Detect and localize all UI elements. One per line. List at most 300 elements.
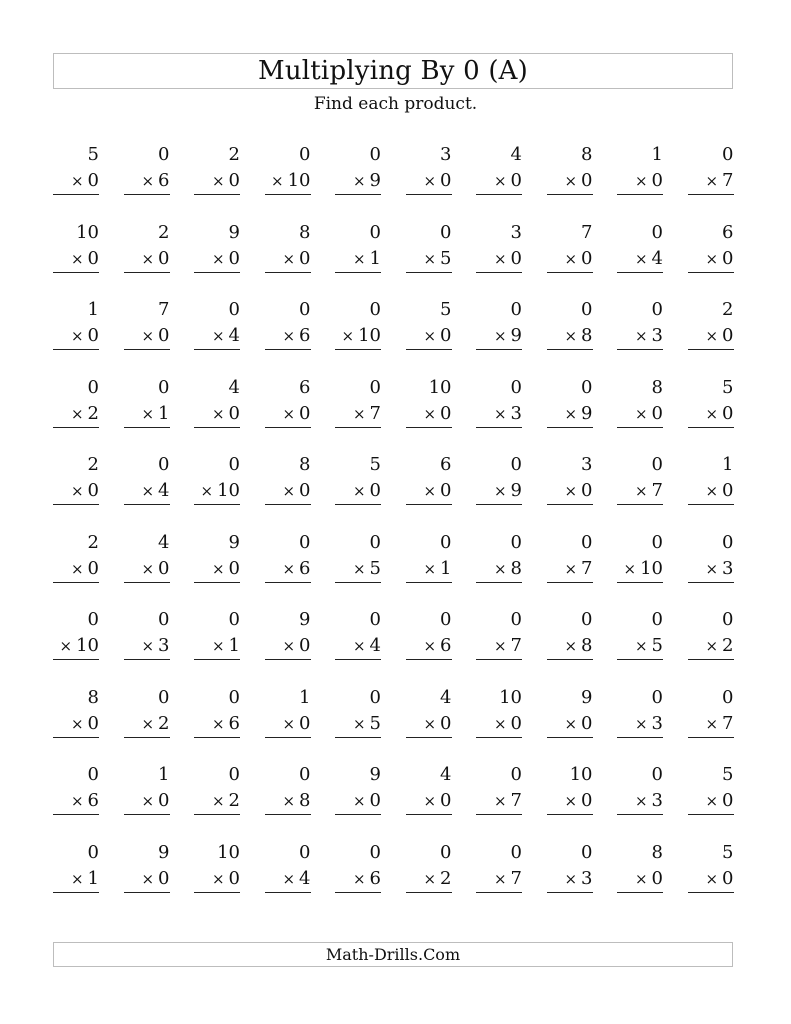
multiplier: 0 <box>651 867 663 889</box>
problem-item <box>617 375 663 453</box>
times-sign: × <box>211 792 225 810</box>
multiplier: 7 <box>510 867 522 889</box>
times-sign: × <box>493 327 507 345</box>
times-sign: × <box>352 792 366 810</box>
multiplier: 10 <box>217 480 240 501</box>
problem-item <box>406 530 452 608</box>
problem-item <box>124 840 170 918</box>
multiplicand: 6 <box>722 221 734 243</box>
problem-item <box>265 452 311 530</box>
multiplier: 0 <box>228 402 240 424</box>
problem-item <box>617 297 663 375</box>
multiplier: 9 <box>581 402 593 424</box>
times-sign: × <box>493 172 507 190</box>
problem-item <box>194 530 240 608</box>
multiplicand: 2 <box>158 221 170 243</box>
multiplier: 0 <box>228 867 240 889</box>
multiplier-line <box>124 556 170 583</box>
multiplier-line <box>688 788 734 815</box>
multiplicand: 0 <box>651 454 663 475</box>
multiplicand: 0 <box>369 299 381 320</box>
multiplier: 5 <box>440 247 452 269</box>
multiplier-line <box>335 478 381 505</box>
times-sign: × <box>141 482 155 500</box>
problem-item <box>265 297 311 375</box>
times-sign: × <box>634 249 648 268</box>
problem-item <box>124 142 170 220</box>
multiplicand: 0 <box>510 841 522 863</box>
times-sign: × <box>352 404 366 423</box>
times-sign: × <box>564 869 578 888</box>
multiplicand: 0 <box>510 531 522 553</box>
multiplier: 0 <box>440 712 452 734</box>
multiplier-line <box>617 788 663 815</box>
multiplier-line <box>476 246 522 273</box>
multiplicand: 0 <box>510 609 522 630</box>
multiplier-line <box>476 323 522 350</box>
times-sign: × <box>341 327 355 345</box>
times-sign: × <box>423 172 437 190</box>
times-sign: × <box>282 327 296 345</box>
multiplier-line <box>688 633 734 660</box>
multiplier: 0 <box>87 170 99 191</box>
multiplicand: 3 <box>581 454 593 475</box>
multiplier: 0 <box>158 325 170 346</box>
multiplier-line <box>335 633 381 660</box>
multiplier-line <box>194 168 240 195</box>
times-sign: × <box>493 792 507 810</box>
multiplicand: 9 <box>299 609 311 630</box>
multiplier-line <box>265 168 311 195</box>
multiplier: 3 <box>581 867 593 889</box>
times-sign: × <box>141 172 155 190</box>
times-sign: × <box>705 327 719 345</box>
multiplicand: 10 <box>217 841 240 863</box>
problem-item <box>53 220 99 298</box>
problem-item <box>547 297 593 375</box>
multiplier: 3 <box>722 557 734 579</box>
multiplier-line <box>406 556 452 583</box>
problem-item <box>406 142 452 220</box>
multiplier: 10 <box>76 635 99 656</box>
multiplier: 0 <box>299 402 311 424</box>
problem-item <box>476 142 522 220</box>
problem-item <box>617 452 663 530</box>
multiplicand: 0 <box>651 609 663 630</box>
multiplier: 7 <box>369 402 381 424</box>
multiplicand: 5 <box>369 454 381 475</box>
multiplier-line <box>547 711 593 738</box>
times-sign: × <box>352 482 366 500</box>
problem-item <box>124 220 170 298</box>
times-sign: × <box>493 637 507 655</box>
times-sign: × <box>211 404 225 423</box>
times-sign: × <box>634 714 648 733</box>
times-sign: × <box>493 714 507 733</box>
multiplier: 7 <box>510 635 522 656</box>
multiplier-line <box>194 866 240 893</box>
problem-item <box>265 220 311 298</box>
multiplier-line <box>406 633 452 660</box>
multiplier: 5 <box>369 712 381 734</box>
multiplicand: 0 <box>228 299 240 320</box>
multiplier-line <box>688 168 734 195</box>
times-sign: × <box>564 172 578 190</box>
multiplicand: 8 <box>87 686 99 708</box>
multiplicand: 9 <box>228 531 240 553</box>
multiplier-line <box>124 323 170 350</box>
multiplicand: 0 <box>369 531 381 553</box>
multiplier: 0 <box>87 325 99 346</box>
problem-item <box>617 142 663 220</box>
problem-item <box>617 840 663 918</box>
multiplier: 1 <box>228 635 240 656</box>
multiplier: 4 <box>158 480 170 501</box>
multiplier-line <box>406 788 452 815</box>
multiplicand: 0 <box>87 764 99 785</box>
multiplicand: 0 <box>87 841 99 863</box>
multiplier: 3 <box>651 790 663 811</box>
times-sign: × <box>141 249 155 268</box>
multiplicand: 4 <box>158 531 170 553</box>
multiplicand: 5 <box>440 299 452 320</box>
multiplier-line <box>547 323 593 350</box>
multiplicand: 10 <box>428 376 452 398</box>
problem-item <box>547 375 593 453</box>
multiplier-line <box>53 788 99 815</box>
times-sign: × <box>634 792 648 810</box>
times-sign: × <box>493 559 507 578</box>
multiplicand: 0 <box>440 531 452 553</box>
problem-item <box>406 452 452 530</box>
problem-item <box>265 840 311 918</box>
multiplier-line <box>265 401 311 428</box>
problem-item <box>617 530 663 608</box>
multiplier-line <box>476 556 522 583</box>
problem-item <box>406 840 452 918</box>
times-sign: × <box>423 792 437 810</box>
times-sign: × <box>423 249 437 268</box>
problem-item <box>476 375 522 453</box>
times-sign: × <box>705 172 719 190</box>
multiplier: 6 <box>299 325 311 346</box>
multiplier: 0 <box>440 790 452 811</box>
multiplicand: 0 <box>228 609 240 630</box>
problem-item <box>335 762 381 840</box>
multiplier: 0 <box>299 712 311 734</box>
multiplier: 0 <box>369 480 381 501</box>
problem-item <box>265 530 311 608</box>
times-sign: × <box>564 482 578 500</box>
multiplier-line <box>688 711 734 738</box>
multiplier: 0 <box>158 247 170 269</box>
multiplier-line <box>124 633 170 660</box>
times-sign: × <box>70 327 84 345</box>
multiplier: 2 <box>158 712 170 734</box>
multiplier-line <box>53 633 99 660</box>
multiplier-line <box>688 246 734 273</box>
times-sign: × <box>634 869 648 888</box>
times-sign: × <box>59 637 73 655</box>
multiplier-line <box>335 246 381 273</box>
multiplicand: 0 <box>299 144 311 165</box>
times-sign: × <box>705 482 719 500</box>
multiplier-line <box>688 866 734 893</box>
times-sign: × <box>423 637 437 655</box>
multiplicand: 0 <box>158 376 170 398</box>
multiplier: 2 <box>87 402 99 424</box>
problem-item <box>53 530 99 608</box>
problem-item <box>194 685 240 763</box>
problem-item <box>406 220 452 298</box>
multiplier: 0 <box>158 790 170 811</box>
multiplier-line <box>617 478 663 505</box>
multiplier: 0 <box>440 480 452 501</box>
problem-item <box>688 762 734 840</box>
multiplier: 0 <box>651 170 663 191</box>
multiplicand: 0 <box>228 686 240 708</box>
multiplier-line <box>335 168 381 195</box>
multiplicand: 2 <box>722 299 734 320</box>
times-sign: × <box>705 249 719 268</box>
multiplier: 2 <box>722 635 734 656</box>
problem-item <box>194 142 240 220</box>
multiplier: 3 <box>651 325 663 346</box>
multiplier-line <box>265 478 311 505</box>
multiplier: 7 <box>722 170 734 191</box>
multiplier: 4 <box>299 867 311 889</box>
times-sign: × <box>211 637 225 655</box>
times-sign: × <box>141 637 155 655</box>
multiplier-line <box>617 633 663 660</box>
problem-item <box>476 685 522 763</box>
multiplier-line <box>265 323 311 350</box>
multiplicand: 6 <box>440 454 452 475</box>
multiplier: 2 <box>440 867 452 889</box>
times-sign: × <box>282 482 296 500</box>
multiplier: 0 <box>651 402 663 424</box>
multiplier-line <box>547 478 593 505</box>
multiplier-line <box>476 168 522 195</box>
multiplier: 0 <box>87 247 99 269</box>
times-sign: × <box>352 714 366 733</box>
multiplicand: 3 <box>440 144 452 165</box>
multiplier: 3 <box>651 712 663 734</box>
multiplier: 0 <box>510 712 522 734</box>
problem-item <box>476 297 522 375</box>
times-sign: × <box>493 482 507 500</box>
multiplier: 0 <box>722 325 734 346</box>
times-sign: × <box>282 637 296 655</box>
times-sign: × <box>352 637 366 655</box>
times-sign: × <box>493 869 507 888</box>
multiplier-line <box>406 168 452 195</box>
multiplier-line <box>194 246 240 273</box>
multiplicand: 5 <box>722 841 734 863</box>
multiplier-line <box>688 323 734 350</box>
multiplicand: 0 <box>651 686 663 708</box>
multiplier-line <box>476 866 522 893</box>
multiplicand: 0 <box>158 686 170 708</box>
times-sign: × <box>70 482 84 500</box>
multiplicand: 7 <box>158 299 170 320</box>
footer-text: Math-Drills.Com <box>325 945 461 964</box>
multiplier-line <box>194 711 240 738</box>
multiplicand: 0 <box>651 531 663 553</box>
multiplier-line <box>617 866 663 893</box>
multiplier: 0 <box>440 170 452 191</box>
multiplier: 7 <box>722 712 734 734</box>
times-sign: × <box>211 249 225 268</box>
multiplier: 0 <box>369 790 381 811</box>
footer-box <box>53 942 733 967</box>
multiplicand: 0 <box>651 299 663 320</box>
multiplier: 1 <box>369 247 381 269</box>
multiplier-line <box>406 246 452 273</box>
problem-item <box>476 762 522 840</box>
multiplier: 9 <box>369 170 381 191</box>
times-sign: × <box>634 327 648 345</box>
multiplier-line <box>53 866 99 893</box>
multiplier: 0 <box>440 325 452 346</box>
problem-item <box>547 530 593 608</box>
multiplicand: 1 <box>158 764 170 785</box>
problem-item <box>335 142 381 220</box>
problem-item <box>53 452 99 530</box>
multiplier: 6 <box>158 170 170 191</box>
multiplier: 10 <box>640 557 663 579</box>
problem-item <box>547 762 593 840</box>
times-sign: × <box>271 172 284 190</box>
problem-item <box>688 840 734 918</box>
multiplier-line <box>476 788 522 815</box>
multiplier-line <box>124 168 170 195</box>
multiplier-line <box>476 633 522 660</box>
times-sign: × <box>705 559 719 578</box>
times-sign: × <box>705 637 719 655</box>
problem-item <box>53 297 99 375</box>
multiplier-line <box>335 401 381 428</box>
multiplicand: 9 <box>581 686 593 708</box>
problem-item <box>194 452 240 530</box>
multiplicand: 0 <box>299 764 311 785</box>
multiplier-line <box>124 478 170 505</box>
multiplier: 0 <box>581 480 593 501</box>
page-title: Multiplying By 0 (A) <box>258 56 528 86</box>
multiplier: 6 <box>369 867 381 889</box>
times-sign: × <box>282 869 296 888</box>
multiplicand: 0 <box>299 531 311 553</box>
multiplicand: 10 <box>76 221 99 243</box>
times-sign: × <box>70 792 84 810</box>
instructions: Find each product. <box>313 94 478 114</box>
multiplicand: 4 <box>440 764 452 785</box>
multiplicand: 0 <box>369 686 381 708</box>
multiplicand: 0 <box>87 609 99 630</box>
multiplicand: 0 <box>581 376 593 398</box>
times-sign: × <box>282 249 296 268</box>
times-sign: × <box>423 327 437 345</box>
multiplicand: 0 <box>299 299 311 320</box>
multiplicand: 1 <box>87 299 99 320</box>
problem-item <box>265 762 311 840</box>
multiplier: 0 <box>299 635 311 656</box>
problem-item <box>547 142 593 220</box>
multiplier-line <box>688 478 734 505</box>
multiplicand: 0 <box>158 144 170 165</box>
multiplier-line <box>53 478 99 505</box>
multiplier: 0 <box>158 867 170 889</box>
multiplier: 5 <box>369 557 381 579</box>
multiplicand: 9 <box>158 841 170 863</box>
multiplicand: 2 <box>87 454 99 475</box>
title-box <box>53 53 733 89</box>
multiplicand: 0 <box>440 609 452 630</box>
multiplier: 3 <box>510 402 522 424</box>
times-sign: × <box>623 559 637 578</box>
times-sign: × <box>70 559 84 578</box>
multiplier-line <box>265 556 311 583</box>
times-sign: × <box>211 869 225 888</box>
problem-item <box>194 840 240 918</box>
problem-item <box>335 840 381 918</box>
problem-item <box>406 297 452 375</box>
multiplicand: 0 <box>228 764 240 785</box>
multiplier: 0 <box>581 170 593 191</box>
problem-item <box>476 840 522 918</box>
times-sign: × <box>70 249 84 268</box>
multiplier: 8 <box>581 325 593 346</box>
multiplier-line <box>547 633 593 660</box>
multiplier: 0 <box>228 247 240 269</box>
problem-item <box>547 607 593 685</box>
multiplier-line <box>406 478 452 505</box>
problem-item <box>688 685 734 763</box>
multiplier-line <box>617 711 663 738</box>
times-sign: × <box>564 559 578 578</box>
times-sign: × <box>141 559 155 578</box>
multiplier: 2 <box>228 790 240 811</box>
problem-item <box>688 297 734 375</box>
multiplier-line <box>265 246 311 273</box>
multiplier: 0 <box>581 247 593 269</box>
multiplicand: 0 <box>369 841 381 863</box>
times-sign: × <box>70 714 84 733</box>
multiplicand: 0 <box>440 841 452 863</box>
multiplier-line <box>335 788 381 815</box>
problem-item <box>124 607 170 685</box>
multiplier-line <box>406 866 452 893</box>
times-sign: × <box>705 714 719 733</box>
multiplier: 4 <box>228 325 240 346</box>
problem-grid <box>53 142 734 917</box>
times-sign: × <box>564 637 578 655</box>
times-sign: × <box>423 714 437 733</box>
multiplicand: 0 <box>369 144 381 165</box>
problem-item <box>194 375 240 453</box>
problem-item <box>335 607 381 685</box>
multiplier: 0 <box>299 247 311 269</box>
multiplier: 0 <box>228 557 240 579</box>
multiplier: 3 <box>158 635 170 656</box>
multiplier-line <box>53 246 99 273</box>
multiplicand: 8 <box>651 376 663 398</box>
multiplicand: 0 <box>722 686 734 708</box>
multiplier-line <box>688 401 734 428</box>
times-sign: × <box>141 792 155 810</box>
multiplier: 0 <box>722 790 734 811</box>
multiplicand: 0 <box>651 764 663 785</box>
